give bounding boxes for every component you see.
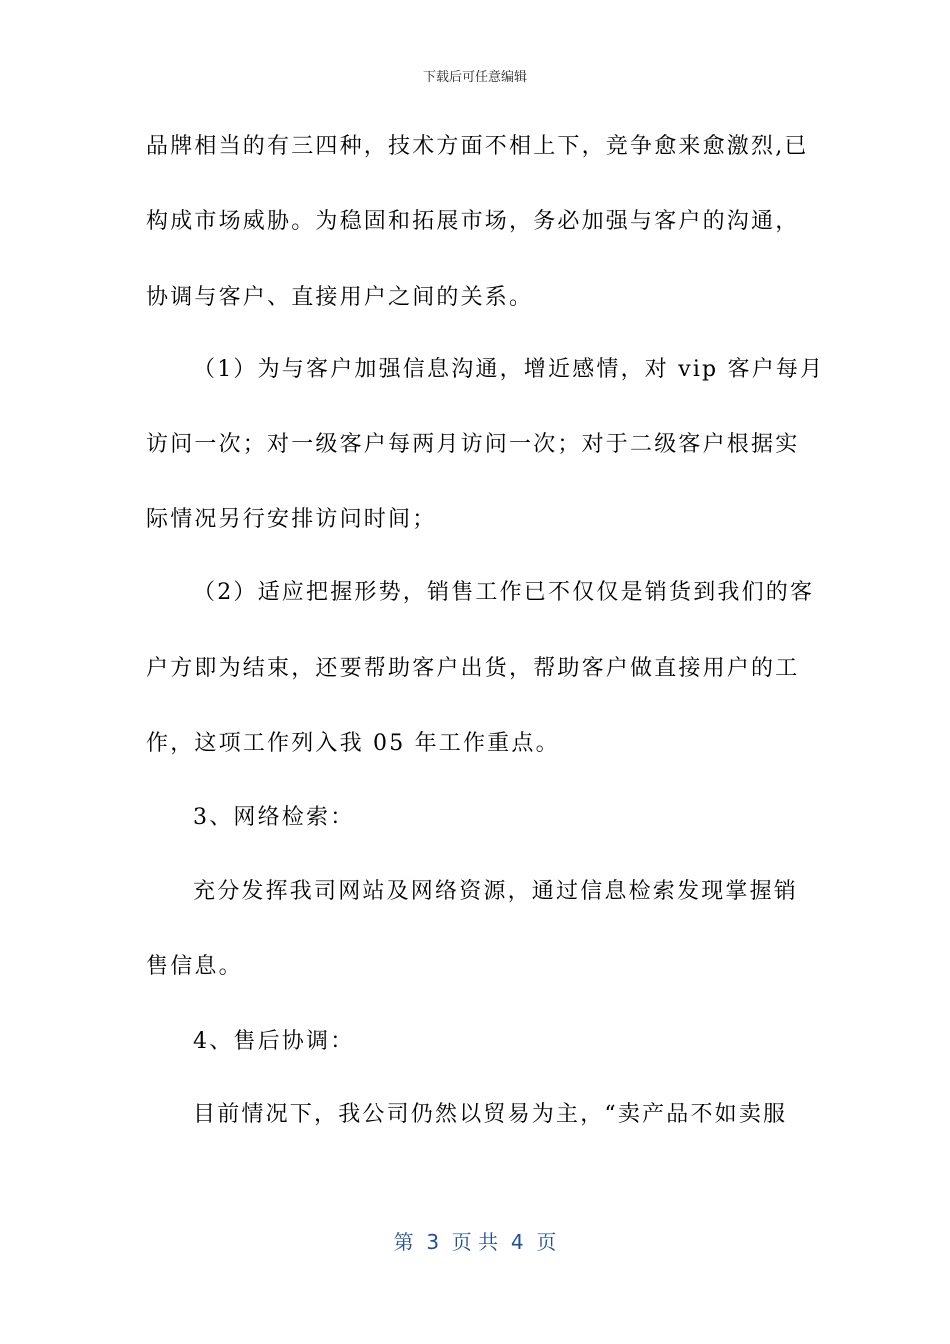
page-number-text: 第 3 页 共 4 页 xyxy=(393,1230,557,1254)
body-line: 品牌相当的有三四种，技术方面不相上下，竞争愈来愈激烈,已 xyxy=(146,134,809,159)
section-heading: 3、网络检索： xyxy=(193,805,355,830)
body-line: 际情况另行安排访问时间； xyxy=(146,507,437,532)
body-line: 构成市场威胁。为稳固和拓展市场，务必加强与客户的沟通， xyxy=(146,209,800,234)
body-line: （2）适应把握形势，销售工作已不仅仅是销货到我们的客 xyxy=(193,580,815,605)
body-line: 作，这项工作列入我 05 年工作重点。 xyxy=(146,731,560,756)
body-line: 充分发挥我司网站及网络资源，通过信息检索发现掌握销 xyxy=(193,879,799,904)
body-line: 协调与客户、直接用户之间的关系。 xyxy=(146,285,534,310)
section-heading: 4、售后协调： xyxy=(193,1029,355,1054)
body-line: 户方即为结束，还要帮助客户出货，帮助客户做直接用户的工 xyxy=(146,656,800,681)
page-header: 下载后可任意编辑 xyxy=(422,70,527,85)
body-line: （1）为与客户加强信息沟通，增近感情，对 vip 客户每月 xyxy=(193,357,825,382)
body-line: 售信息。 xyxy=(146,954,243,979)
body-line: 目前情况下，我公司仍然以贸易为主，“卖产品不如卖服 xyxy=(193,1102,788,1127)
page-number-footer xyxy=(0,1226,950,1255)
body-line: 访问一次；对一级客户每两月访问一次；对于二级客户根据实 xyxy=(146,432,800,457)
